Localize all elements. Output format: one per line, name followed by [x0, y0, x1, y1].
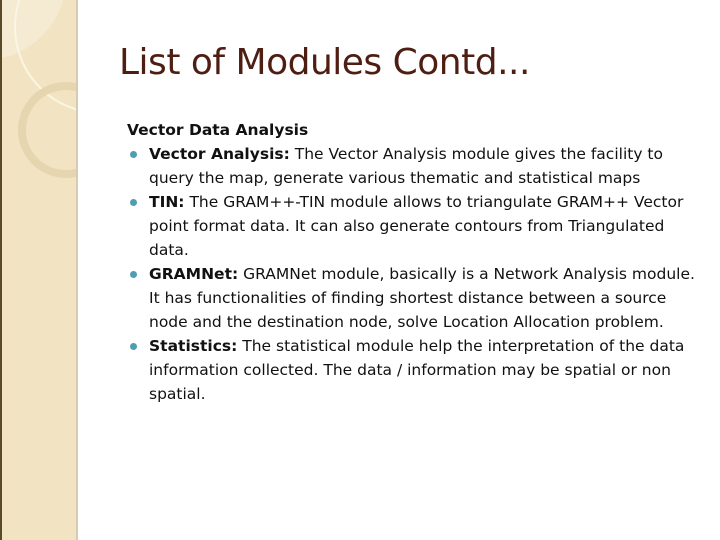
list-item [127, 262, 707, 334]
item-term: GRAMNet: [149, 265, 239, 283]
bullet-icon [130, 199, 137, 206]
list-item [127, 142, 707, 190]
list-item [127, 190, 707, 262]
slide-content [127, 118, 707, 406]
item-term: Statistics: [149, 337, 238, 355]
item-text: GRAMNet module, basically is a Network Analysis module. It has functionalities of finding shortest distance between a source node and the destination node, solve Location Allocation problem. [149, 265, 695, 331]
section-heading: Vector Data Analysis [127, 121, 309, 139]
bullet-icon [130, 151, 137, 158]
slide-title: List of Modules Contd... [119, 42, 530, 83]
item-text: The GRAM++-TIN module allows to triangulate GRAM++ Vector point format data. It can also generate contours from Triangulated data. [149, 193, 684, 259]
bullet-icon [130, 271, 137, 278]
item-text: The Vector Analysis module gives the facility to query the map, generate various thematic and statistical maps [149, 145, 663, 187]
decorative-ring [18, 82, 78, 178]
bullet-icon [130, 343, 137, 350]
item-text: The statistical module help the interpretation of the data information collected. The data / information may be spatial or non spatial. [149, 337, 685, 403]
bullet-list [127, 142, 707, 406]
item-term: Vector Analysis: [149, 145, 290, 163]
item-term: TIN: [149, 193, 185, 211]
decorative-sidebar [0, 0, 78, 540]
list-item [127, 334, 707, 406]
